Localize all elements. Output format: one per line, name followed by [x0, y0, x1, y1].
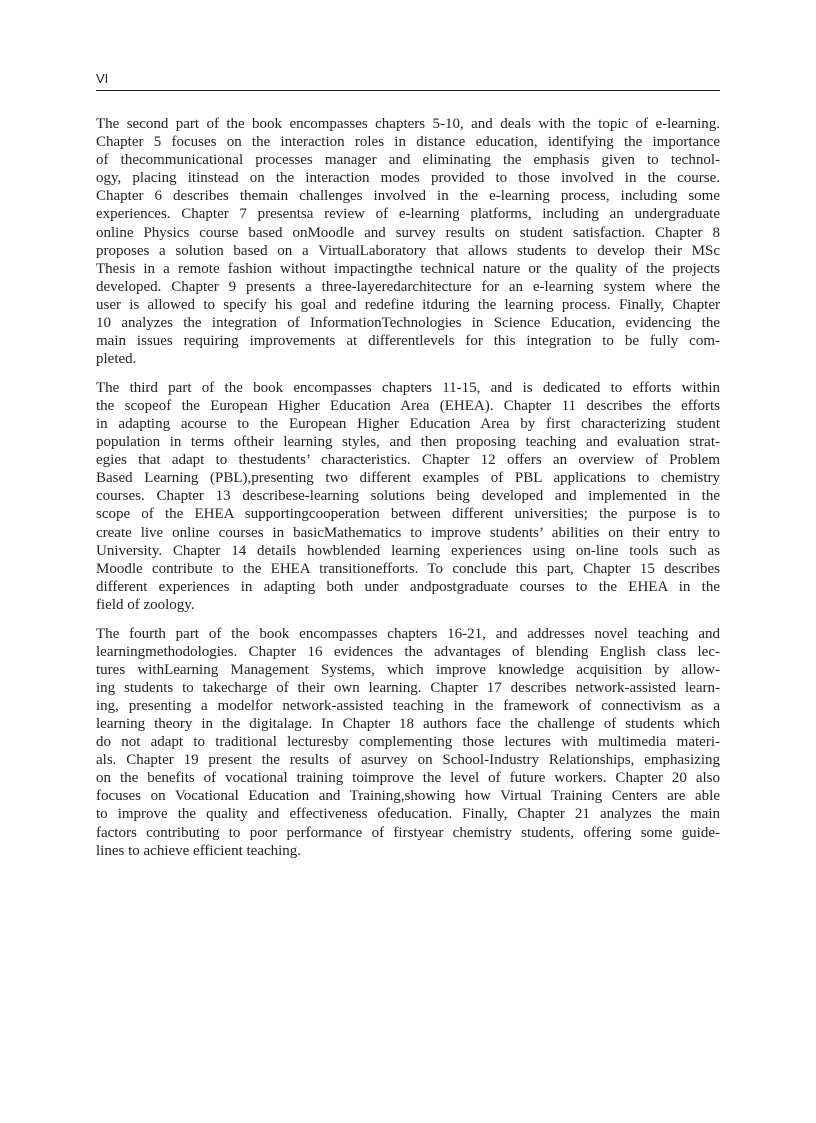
text-line: Chapter 6 describes themain challenges involved in the e-learning process, including some	[96, 188, 720, 205]
paragraph	[96, 115, 720, 368]
page-number: VI	[96, 71, 109, 86]
running-header	[96, 70, 720, 91]
text-line: create live online courses in basicMathematics to improve students’ abilities on their entry to	[96, 524, 720, 541]
text-line: pleted.	[96, 351, 137, 368]
text-line: ing students to takecharge of their own learning. Chapter 17 describes network-assisted learn-	[96, 679, 720, 696]
text-line: do not adapt to traditional lecturesby complementing those lectures with multimedia materi-	[96, 734, 720, 751]
text-line: the scopeof the European Higher Education Area (EHEA). Chapter 11 describes the efforts	[96, 397, 720, 414]
text-line: experiences. Chapter 7 presentsa review of e-learning platforms, including an undergraduate	[96, 206, 720, 223]
text-line: courses. Chapter 13 describese-learning solutions being developed and implemented in the	[96, 488, 720, 505]
text-line: The third part of the book encompasses chapters 11-15, and is dedicated to efforts within	[96, 379, 720, 396]
text-line: scope of the EHEA supportingcooperation between different universities; the purpose is to	[96, 506, 720, 523]
text-line: egies that adapt to thestudents’ characteristics. Chapter 12 offers an overview of Problem	[96, 452, 720, 469]
paragraph	[96, 379, 720, 614]
text-line: als. Chapter 19 present the results of asurvey on School-Industry Relationships, emphasizing	[96, 752, 720, 769]
text-line: user is allowed to specify his goal and redefine itduring the learning process. Finally, Chapter	[96, 296, 720, 313]
text-line: focuses on Vocational Education and Training,showing how Virtual Training Centers are able	[96, 788, 720, 805]
text-line: on the benefits of vocational training toimprove the level of future workers. Chapter 20 also	[96, 770, 720, 787]
text-line: field of zoology.	[96, 596, 195, 613]
text-line: proposes a solution based on a VirtualLaboratory that allows students to develop their MSc	[96, 242, 720, 259]
text-line: lines to achieve efficient teaching.	[96, 842, 302, 859]
text-line: population in terms oftheir learning styles, and then proposing teaching and evaluation strat-	[96, 434, 720, 451]
text-line: The fourth part of the book encompasses chapters 16-21, and addresses novel teaching and	[96, 625, 720, 642]
text-line: 10 analyzes the integration of InformationTechnologies in Science Education, evidencing the	[96, 315, 720, 332]
text-line: online Physics course based onMoodle and survey results on student satisfaction. Chapter 8	[96, 224, 720, 241]
text-line: tures withLearning Management Systems, which improve knowledge acquisition by allow-	[96, 661, 720, 678]
text-line: Thesis in a remote fashion without impactingthe technical nature or the quality of the projects	[96, 260, 720, 277]
text-line: learningmethodologies. Chapter 16 evidences the advantages of blending English class lec-	[96, 643, 720, 660]
paragraph	[96, 625, 720, 860]
text-line: to improve the quality and effectiveness ofeducation. Finally, Chapter 21 analyzes the main	[96, 806, 720, 823]
text-line: ing, presenting a modelfor network-assisted teaching in the framework of connectivism as a	[96, 697, 720, 714]
text-line: University. Chapter 14 details howblended learning experiences using on-line tools such as	[96, 542, 720, 559]
text-line: different experiences in adapting both under andpostgraduate courses to the EHEA in the	[96, 578, 720, 595]
text-line: The second part of the book encompasses chapters 5-10, and deals with the topic of e-learning.	[96, 116, 720, 132]
text-line: developed. Chapter 9 presents a three-layeredarchitecture for an e-learning system where the	[96, 278, 720, 295]
body-text	[96, 115, 720, 870]
text-line: ogy, placing itinstead on the interaction modes provided to those involved in the course.	[96, 170, 720, 187]
text-line: in adapting acourse to the European Higher Education Area by first characterizing student	[96, 416, 720, 432]
text-line: of thecommunicational processes manager and eliminating the emphasis given to technol-	[96, 152, 720, 169]
text-line: main issues requiring improvements at differentlevels for this integration to be fully com-	[96, 333, 720, 350]
text-line: factors contributing to poor performance of firstyear chemistry students, offering some guide-	[96, 824, 720, 841]
text-line: Chapter 5 focuses on the interaction roles in distance education, identifying the importance	[96, 134, 720, 151]
text-line: Based Learning (PBL),presenting two different examples of PBL applications to chemistry	[96, 470, 720, 487]
text-line: learning theory in the digitalage. In Chapter 18 authors face the challenge of students which	[96, 716, 720, 732]
text-line: Moodle contribute to the EHEA transitionefforts. To conclude this part, Chapter 15 describes	[96, 560, 720, 577]
